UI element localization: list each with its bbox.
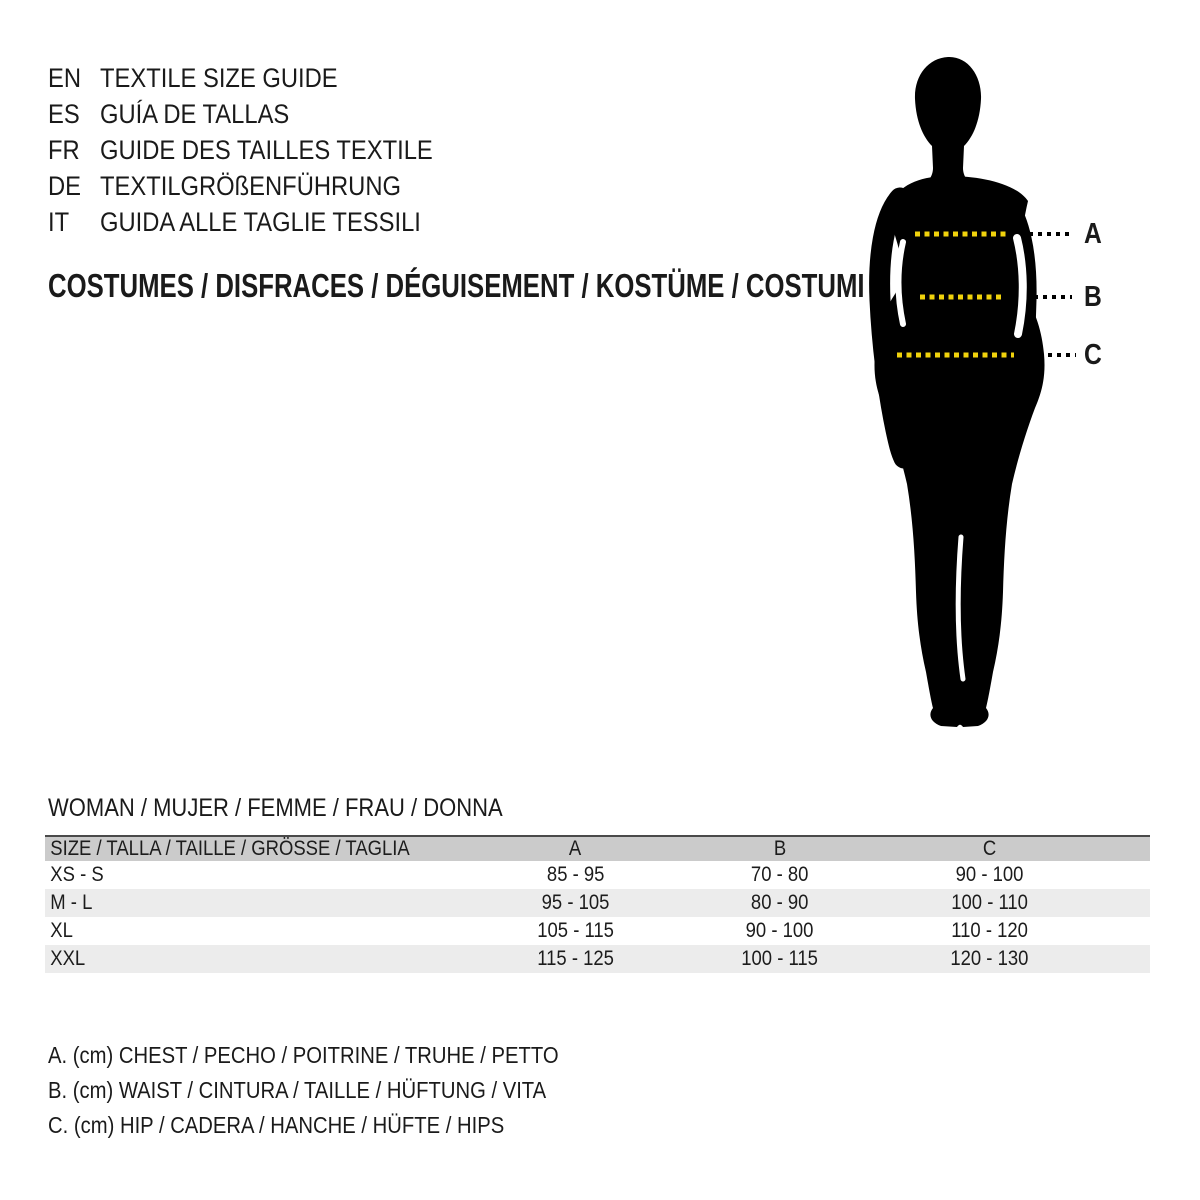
hip-range: 90 - 100 <box>955 863 1024 886</box>
size-value: XS - S <box>50 863 104 886</box>
hip-range: 120 - 130 <box>950 947 1029 970</box>
header-spacer-cell <box>1095 836 1150 861</box>
lang-title-es: GUÍA DE TALLAS <box>100 99 290 129</box>
lang-code-fr: FR <box>48 135 80 165</box>
lang-title-it: GUIDA ALLE TAGLIE TESSILI <box>100 207 421 237</box>
section-title-woman: WOMAN / MUJER / FEMME / FRAU / DONNA <box>48 794 503 822</box>
marker-label-c: C <box>1084 339 1102 371</box>
header-size-label: SIZE / TALLA / TAILLE / GRÖSSE / TAGLIA <box>45 836 476 861</box>
language-title-list <box>48 60 478 240</box>
waist-range: 100 - 115 <box>741 947 819 970</box>
waist-range: 90 - 100 <box>745 919 814 942</box>
size-table <box>45 835 1150 973</box>
lang-row-en <box>48 60 478 96</box>
lang-title-fr: GUIDE DES TAILLES TEXTILE <box>100 135 433 165</box>
table-row-xxl <box>45 945 1150 973</box>
size-value: M - L <box>50 891 93 914</box>
lang-code-it: IT <box>48 207 70 237</box>
spacer-cell <box>1095 889 1150 917</box>
lang-row-es <box>48 96 478 132</box>
legend-chest: A. (cm) CHEST / PECHO / POITRINE / TRUHE / PETTO <box>48 1042 559 1068</box>
measurement-legend <box>48 1038 628 1143</box>
table-row-xl <box>45 917 1150 945</box>
lang-row-fr <box>48 132 478 168</box>
silhouette-head <box>915 57 981 189</box>
lang-row-it <box>48 204 478 240</box>
legend-waist: B. (cm) WAIST / CINTURA / TAILLE / HÜFTUNG / VITA <box>48 1077 547 1103</box>
lang-title-de: TEXTILGRÖßENFÜHRUNG <box>100 171 401 201</box>
size-value: XL <box>50 919 73 942</box>
table-row-xs-s <box>45 861 1150 889</box>
table-row-m-l <box>45 889 1150 917</box>
waist-range: 70 - 80 <box>751 863 809 886</box>
hip-range: 100 - 110 <box>951 891 1029 914</box>
lang-code-es: ES <box>48 99 80 129</box>
category-heading: COSTUMES / DISFRACES / DÉGUISEMENT / KOSTÜME / COSTUMI <box>48 267 865 304</box>
woman-silhouette-figure <box>820 40 1200 760</box>
size-value: XXL <box>50 947 86 970</box>
chest-range: 105 - 115 <box>537 919 614 942</box>
lang-title-en: TEXTILE SIZE GUIDE <box>100 63 338 93</box>
chest-range: 115 - 125 <box>537 947 614 970</box>
chest-range: 85 - 95 <box>546 863 605 886</box>
hip-range: 110 - 120 <box>951 919 1029 942</box>
waist-range: 80 - 90 <box>751 891 809 914</box>
header-col-a: A <box>476 836 675 861</box>
legend-hip: C. (cm) HIP / CADERA / HANCHE / HÜFTE / HIPS <box>48 1112 505 1138</box>
spacer-cell <box>1095 861 1150 889</box>
header-col-c: C <box>885 836 1095 861</box>
spacer-cell <box>1095 917 1150 945</box>
spacer-cell <box>1095 945 1150 973</box>
header-col-b: B <box>675 836 885 861</box>
lang-code-en: EN <box>48 63 82 93</box>
chest-range: 95 - 105 <box>541 891 610 914</box>
marker-label-b: B <box>1084 281 1102 313</box>
lang-row-de <box>48 168 478 204</box>
size-table-header-row <box>45 836 1150 861</box>
lang-code-de: DE <box>48 171 82 201</box>
marker-label-a: A <box>1084 218 1102 250</box>
